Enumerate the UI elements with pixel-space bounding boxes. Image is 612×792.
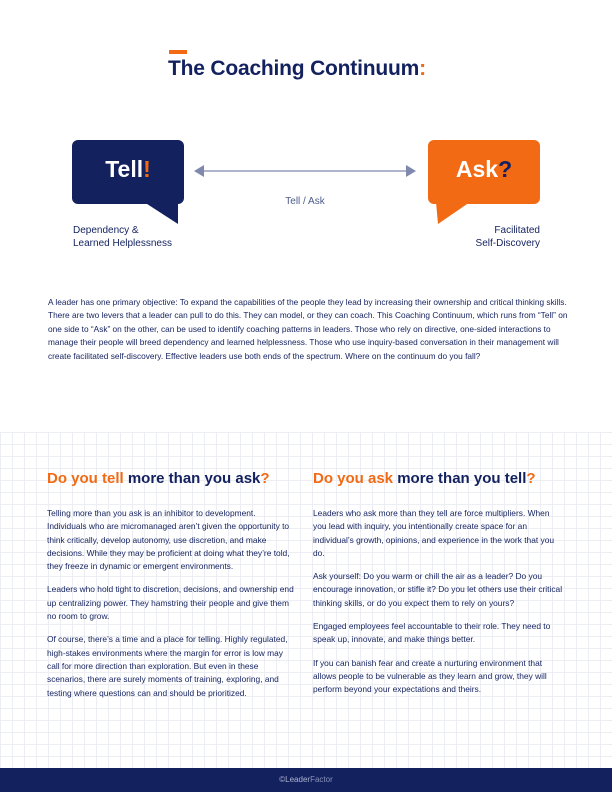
continuum-axis-label: Tell / Ask [285,196,325,207]
left-pole-label [73,224,172,250]
page-title-colon: : [419,57,426,80]
ask-paragraph: If you can banish fear and create a nurturing environment that allows people to be vulnerable as they learn and grow, they will perform beyond your expectations and theirs. [313,657,547,695]
heading-rest: more than you tell [393,470,527,487]
ask-column-heading [313,470,563,487]
ask-paragraph: Engaged employees feel accountable to their role. They need to speak up, innovate, and make things better. [313,621,551,645]
ask-bubble-tail [436,202,470,226]
continuum-arrow [194,163,416,179]
tell-exclamation: ! [143,156,151,182]
heading-highlight: Do you ask [313,470,394,487]
tell-word: Tell [105,156,144,182]
tell-bubble-tail [144,202,178,226]
right-pole-label [430,224,540,250]
right-pole-line: Facilitated [494,225,540,236]
tell-paragraph: Leaders who hold tight to discretion, decisions, and ownership end up centralizing power. They hamstring their people and give them no room to grow. [47,584,294,622]
ask-paragraph: Ask yourself: Do you warm or chill the air as a leader? Do you encourage innovation, or stifle it? Do you let others use their critical thinking skills, or do you expect them to rely on yours? [313,571,563,608]
left-pole-line: Dependency & [73,225,139,236]
ask-paragraph: Leaders who ask more than they tell are force multipliers. When you lead with inquiry, you intentionally create space for an individual’s growth, opinions, and experience in the work that you do. [313,508,555,558]
heading-highlight: Do you tell [47,470,124,487]
title-accent-bar [169,50,187,54]
ask-column [313,470,563,707]
tell-column [47,470,297,710]
tell-speech-bubble [72,140,184,204]
brand-name-part: Leader [285,775,311,784]
tell-paragraph: Of course, there’s a time and a place for telling. Highly regulated, high-stakes environments where the margin for error is low may call for more direction than exploration. But even in these scenarios, there are surely moments of training, exploring, and testing where questions can and should be prioritized. [47,634,288,698]
footer-bar [0,768,612,792]
ask-speech-bubble [428,140,540,204]
copyright-symbol: © [279,775,286,784]
page-title-text: The Coaching Continuum [168,57,420,80]
tell-column-heading [47,470,297,487]
left-pole-line: Learned Helplessness [73,238,172,249]
ask-word: Ask [455,156,499,182]
ask-question-mark: ? [498,156,513,182]
footer-brand [0,775,612,784]
right-pole-line: Self-Discovery [475,238,540,249]
intro-paragraph: A leader has one primary objective: To expand the capabilities of the people they lead by increasing their ownership and critical thinking skills. There are two levers that a leader can pull to do this. They can model, or they can coach. This Coaching Continuum, which runs from “Tell” on one side to “Ask” on the other, can be used to identify coaching patterns in leaders. Those who rely on directive, one-sided interactions to manage their people will breed dependency and learned helplessness. Those who use inquiry-based conversation in their management will create facilitated self-discovery. Effective leaders use both ends of the spectrum. Where on the continuum do you fall? [48,297,568,361]
page-title [168,57,426,81]
heading-rest: more than you ask [123,470,261,487]
heading-question-mark: ? [260,470,270,487]
brand-name-part: Factor [310,775,333,784]
heading-question-mark: ? [526,470,536,487]
tell-paragraph: Telling more than you ask is an inhibitor to development. Individuals who are micromanaged aren’t given the opportunity to think critically, develop autonomy, use discretion, and make decisions. While they may be proficient at doing what they’re told, they freeze in dynamic or emergent environments. [47,508,290,572]
